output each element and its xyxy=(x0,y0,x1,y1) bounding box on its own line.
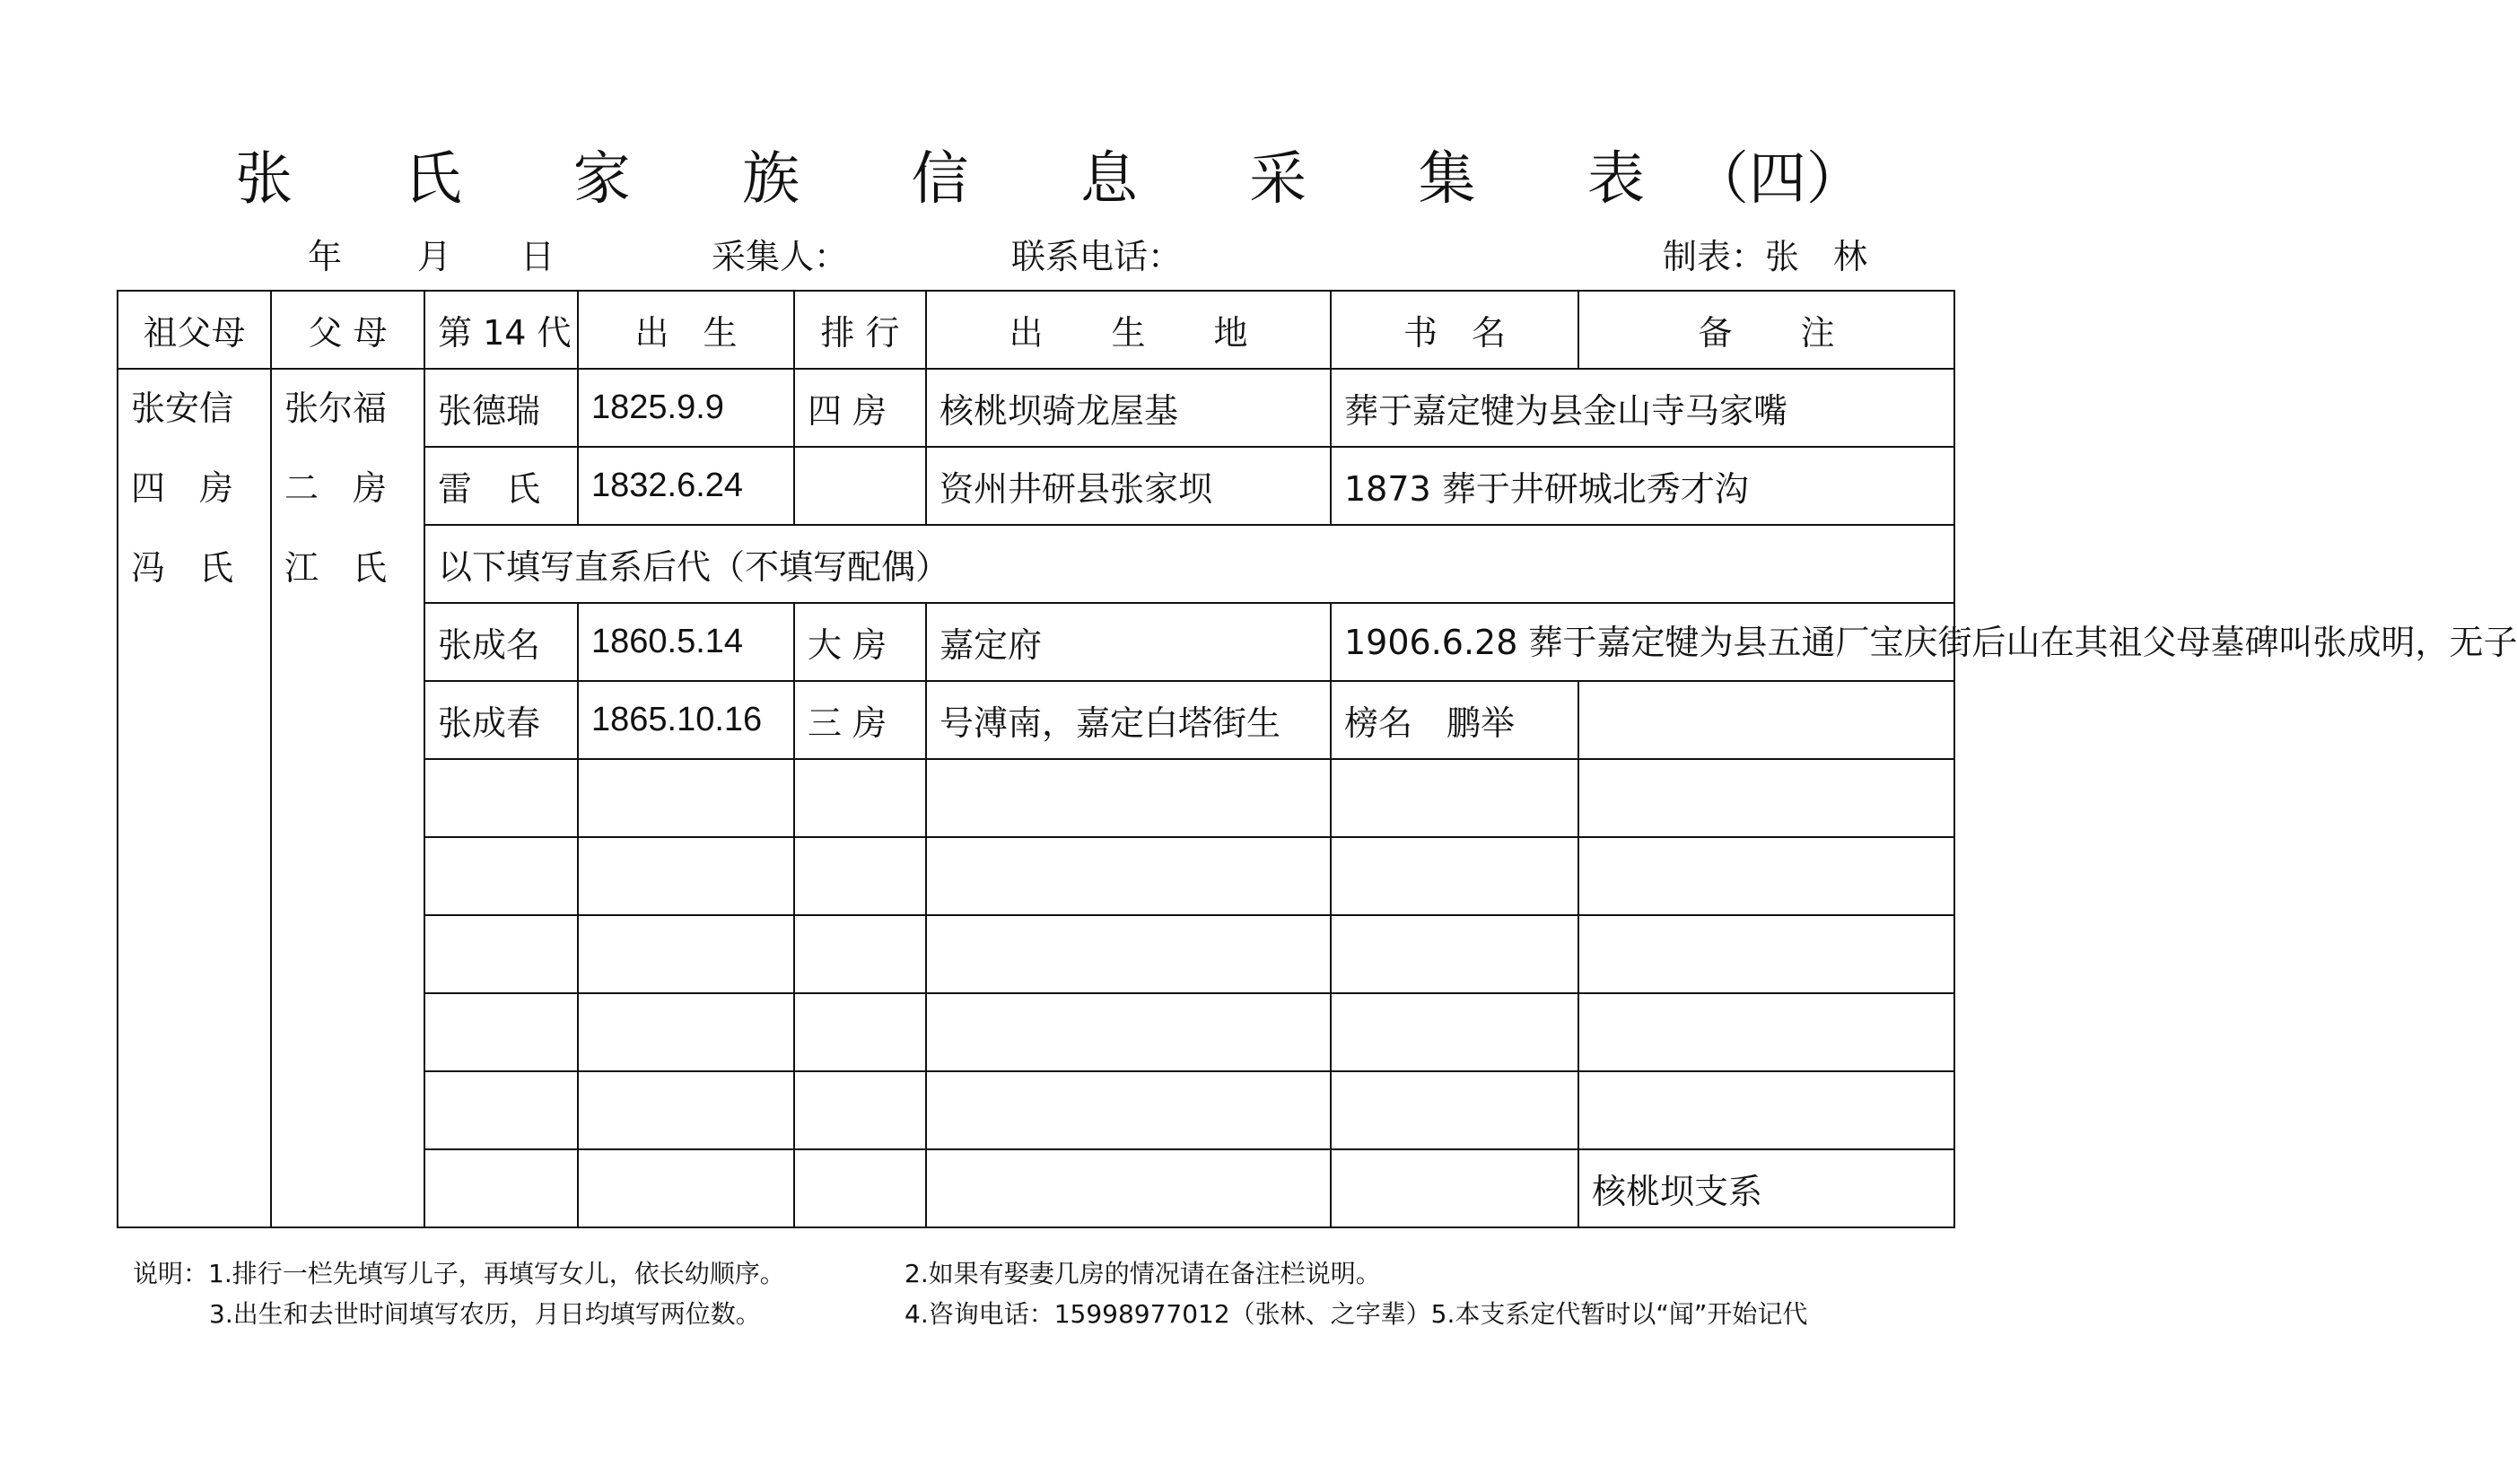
page-title xyxy=(0,133,2099,215)
empty-cell xyxy=(578,1149,794,1227)
empty-cell xyxy=(424,1149,578,1227)
header-rank: 排 行 xyxy=(794,291,926,369)
descendant-name: 张成春 xyxy=(424,681,578,759)
branch-label: 核桃坝支系 xyxy=(1578,1149,1954,1227)
empty-cell xyxy=(794,993,926,1071)
person-name: 张德瑞 xyxy=(424,369,578,447)
instruction-text: 以下填写直系后代（不填写配偶） xyxy=(424,525,1954,603)
empty-cell xyxy=(578,759,794,837)
descendant-birth: 1865.10.16 xyxy=(578,681,794,759)
empty-cell xyxy=(794,759,926,837)
empty-cell xyxy=(1331,915,1578,993)
empty-cell xyxy=(578,837,794,915)
mother-name: 江 氏 xyxy=(284,548,388,588)
meta-maker: 制表：张 林 xyxy=(1663,237,1868,276)
person-name: 雷 氏 xyxy=(424,447,578,525)
empty-cell xyxy=(578,993,794,1071)
person-birthplace: 资州井研县张家坝 xyxy=(926,447,1331,525)
empty-cell xyxy=(1578,759,1954,837)
descendant-remark xyxy=(1578,681,1954,759)
person-note: 葬于嘉定犍为县金山寺马家嘴 xyxy=(1331,369,1954,447)
person-rank: 四 房 xyxy=(794,369,926,447)
empty-cell xyxy=(578,1071,794,1149)
empty-cell xyxy=(578,915,794,993)
header-book-name: 书 名 xyxy=(1331,291,1578,369)
note-2: 2.如果有娶妻几房的情况请在备注栏说明。 xyxy=(905,1259,1381,1288)
empty-cell xyxy=(926,837,1331,915)
header-row xyxy=(118,291,1954,369)
meta-collector: 采集人： xyxy=(712,237,849,276)
empty-cell xyxy=(1331,993,1578,1071)
title-main: 张 氏 家 族 信 息 采 集 表 xyxy=(235,146,1691,213)
header-birthplace: 出 生 地 xyxy=(926,291,1331,369)
grandparent-name: 张安信 xyxy=(131,388,234,428)
descendant-book-name: 榜名 鹏举 xyxy=(1331,681,1578,759)
empty-cell xyxy=(926,1149,1331,1227)
empty-cell xyxy=(424,1071,578,1149)
empty-cell xyxy=(794,837,926,915)
empty-cell xyxy=(424,759,578,837)
empty-cell xyxy=(794,1149,926,1227)
header-grandparents: 祖父母 xyxy=(118,291,271,369)
descendant-rank: 三 房 xyxy=(794,681,926,759)
header-parents: 父 母 xyxy=(271,291,424,369)
empty-cell xyxy=(926,993,1331,1071)
meta-day: 日 xyxy=(520,237,555,276)
grandparents-cell xyxy=(118,369,271,1227)
empty-cell xyxy=(424,993,578,1071)
parent-branch: 二 房 xyxy=(284,468,388,508)
meta-year: 年 xyxy=(308,237,343,276)
header-generation: 第 14 代 xyxy=(424,291,578,369)
person-rank xyxy=(794,447,926,525)
person-birthplace: 核桃坝骑龙屋基 xyxy=(926,369,1331,447)
empty-cell xyxy=(1331,1071,1578,1149)
descendant-birth: 1860.5.14 xyxy=(578,603,794,681)
header-birth: 出 生 xyxy=(578,291,794,369)
empty-cell xyxy=(926,759,1331,837)
empty-cell xyxy=(794,915,926,993)
descendant-rank: 大 房 xyxy=(794,603,926,681)
person-note: 1873 葬于井研城北秀才沟 xyxy=(1331,447,1954,525)
meta-phone: 联系电话： xyxy=(1011,237,1183,276)
empty-cell xyxy=(1578,993,1954,1071)
empty-cell xyxy=(424,837,578,915)
family-table xyxy=(117,290,2517,1228)
grandmother-name: 冯 氏 xyxy=(131,548,234,588)
note-3: 3.出生和去世时间填写农历，月日均填写两位数。 xyxy=(209,1299,761,1329)
person-birth: 1832.6.24 xyxy=(578,447,794,525)
note-1: 说明：1.排行一栏先填写儿子，再填写女儿，依长幼顺序。 xyxy=(133,1259,785,1288)
header-remarks: 备 注 xyxy=(1578,291,1954,369)
empty-cell xyxy=(1331,1149,1578,1227)
descendant-birthplace: 嘉定府 xyxy=(926,603,1331,681)
descendant-name: 张成名 xyxy=(424,603,578,681)
empty-cell xyxy=(1578,1071,1954,1149)
parents-cell xyxy=(271,369,424,1227)
empty-cell xyxy=(1331,759,1578,837)
empty-cell xyxy=(794,1071,926,1149)
person-birth: 1825.9.9 xyxy=(578,369,794,447)
parent-name: 张尔福 xyxy=(284,388,388,428)
empty-cell xyxy=(926,915,1331,993)
empty-cell xyxy=(1331,837,1578,915)
title-suffix: （四） xyxy=(1691,146,1864,213)
empty-cell xyxy=(1578,837,1954,915)
meta-month: 月 xyxy=(417,237,452,276)
table-row xyxy=(118,369,1954,447)
empty-cell xyxy=(424,915,578,993)
descendant-note: 1906.6.28 葬于嘉定犍为县五通厂宝庆街后山在其祖父母墓碑叫张成明，无子 xyxy=(1331,603,1954,681)
empty-cell xyxy=(1578,915,1954,993)
empty-cell xyxy=(926,1071,1331,1149)
descendant-birthplace: 号溥南，嘉定白塔街生 xyxy=(926,681,1331,759)
note-4: 4.咨询电话：15998977012（张林、之字辈）5.本支系定代暂时以“闻”开始记代 xyxy=(905,1299,1808,1329)
grandparent-branch: 四 房 xyxy=(131,468,234,508)
